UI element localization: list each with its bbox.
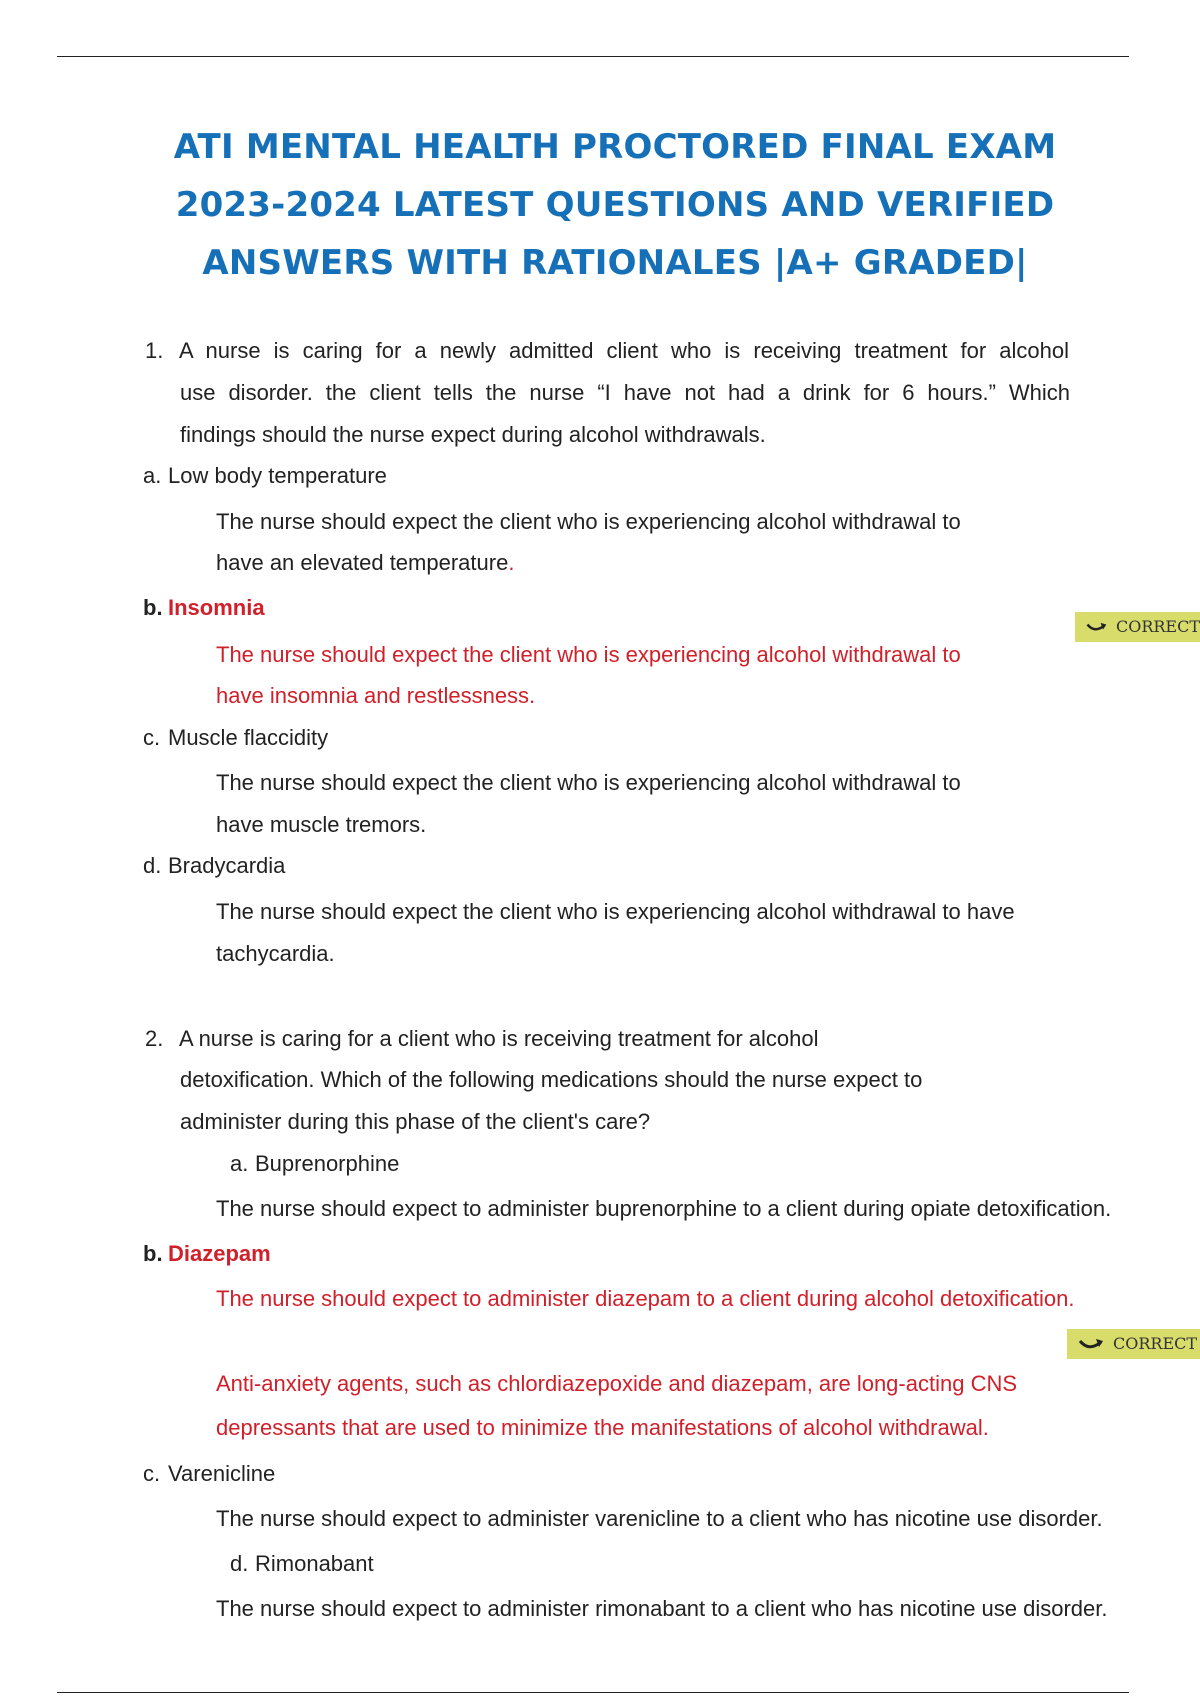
q1-option-d-rationale-2: tachycardia. — [216, 941, 335, 966]
q2-option-d-rationale: The nurse should expect to administer rimonabant to a client who has nicotine use disorder. — [216, 1596, 1108, 1621]
document-title — [100, 118, 1130, 292]
title-line-2: 2023-2024 LATEST QUESTIONS AND VERIFIED — [175, 185, 1055, 225]
q2-correct-badge: CORRECT — [1067, 1329, 1200, 1359]
curved-arrow-icon — [1077, 1336, 1105, 1352]
q1-option-b-rationale-2: have insomnia and restlessness. — [216, 683, 536, 708]
bottom-rule — [57, 1692, 1129, 1693]
q1-option-c-rationale-2: have muscle tremors. — [216, 812, 427, 837]
q1-option-d: d. Bradycardia — [143, 853, 286, 878]
q2-option-c: c. Varenicline — [143, 1461, 276, 1486]
q2-stem-line-1: 2. A nurse is caring for a client who is receiving treatment for alcohol — [145, 1026, 819, 1051]
q2-option-b-rationale-3: depressants that are used to minimize the manifestations of alcohol withdrawal. — [216, 1415, 989, 1440]
q2-stem-line-3: administer during this phase of the client's care? — [180, 1109, 651, 1134]
q2-option-b-correct: b. Diazepam — [143, 1241, 271, 1266]
q1-option-c: c. Muscle flaccidity — [143, 725, 329, 750]
q1-option-b-correct: b. Insomnia — [143, 595, 265, 620]
q1-stem-line-3: findings should the nurse expect during alcohol withdrawals. — [180, 422, 766, 447]
q1-option-a: a. Low body temperature — [143, 463, 387, 488]
q1-option-a-rationale-1: The nurse should expect the client who is experiencing alcohol withdrawal to — [216, 509, 961, 534]
q2-option-d: d. Rimonabant — [230, 1551, 374, 1576]
q2-stem-line-2: detoxification. Which of the following medications should the nurse expect to — [180, 1067, 923, 1092]
q1-number: 1. — [145, 338, 164, 363]
top-rule — [57, 56, 1129, 57]
q1-option-b-rationale-1: The nurse should expect the client who is experiencing alcohol withdrawal to — [216, 642, 961, 667]
q1-stem-line-2: use disorder. the client tells the nurse “I have not had a drink for 6 hours.” Which — [180, 380, 1070, 405]
title-line-3: ANSWERS WITH RATIONALES |A+ GRADED| — [202, 243, 1028, 283]
q2-option-a-rationale: The nurse should expect to administer buprenorphine to a client during opiate detoxification. — [216, 1196, 1112, 1221]
curved-arrow-icon — [1085, 619, 1108, 635]
q2-option-b-rationale-2: Anti-anxiety agents, such as chlordiazepoxide and diazepam, are long-acting CNS — [216, 1371, 1018, 1396]
q2-option-c-rationale: The nurse should expect to administer varenicline to a client who has nicotine use disorder. — [216, 1506, 1103, 1531]
q2-option-a: a. Buprenorphine — [230, 1151, 400, 1176]
q2-number: 2. — [145, 1026, 164, 1051]
q2-option-b-rationale-1: The nurse should expect to administer diazepam to a client during alcohol detoxification. — [216, 1286, 1075, 1311]
q1-option-a-rationale-2: have an elevated temperature. — [216, 550, 515, 575]
q1-correct-badge: CORRECT — [1075, 612, 1200, 642]
title-line-1: ATI MENTAL HEALTH PROCTORED FINAL EXAM — [173, 127, 1057, 167]
q1-option-d-rationale-1: The nurse should expect the client who is experiencing alcohol withdrawal to have — [216, 899, 1015, 924]
q1-stem-line-1: 1. A nurse is caring for a newly admitted client who is receiving treatment for alcohol — [145, 338, 1069, 363]
q1-option-c-rationale-1: The nurse should expect the client who is experiencing alcohol withdrawal to — [216, 770, 961, 795]
